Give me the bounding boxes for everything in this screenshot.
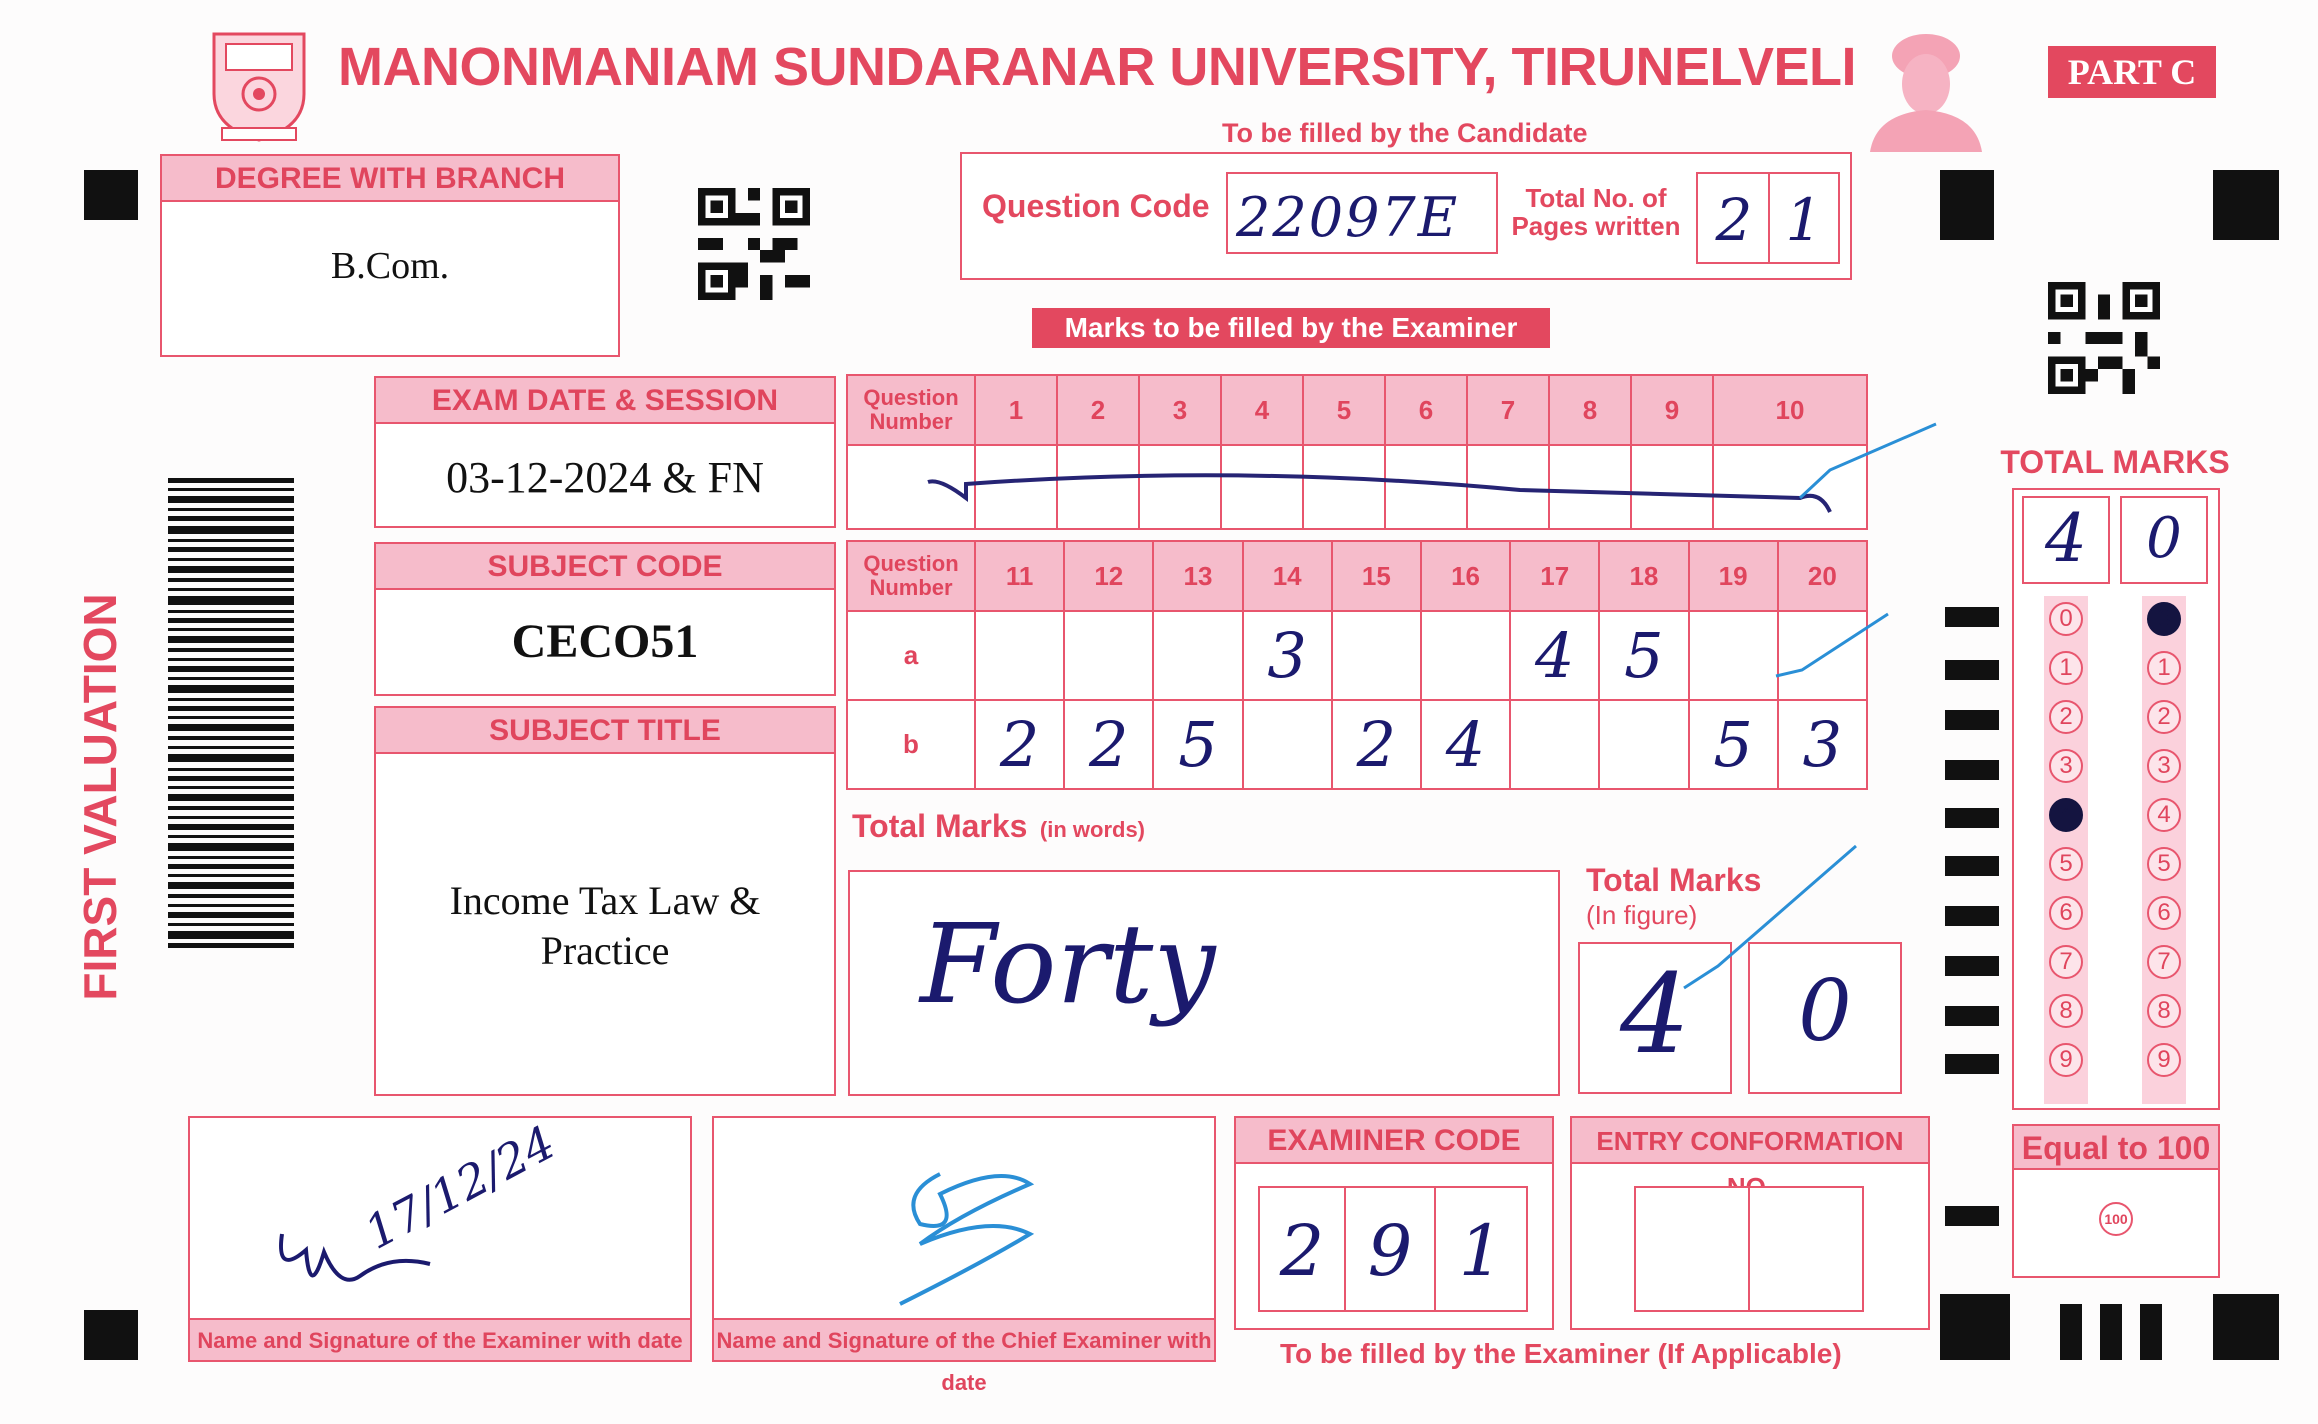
- question-code-label: Question Code: [982, 188, 1210, 224]
- tick-mark: [1772, 610, 1892, 680]
- question-number: 20: [1778, 541, 1867, 611]
- bubble-tens[interactable]: 3: [2049, 749, 2083, 783]
- bubble-tens[interactable]: 9: [2049, 1043, 2083, 1077]
- entry-confirmation-label: ENTRY CONFORMATION: [1572, 1118, 1928, 1164]
- marks-cell[interactable]: [1510, 700, 1599, 789]
- marks-cell[interactable]: 5: [1153, 700, 1242, 789]
- bubble-tens[interactable]: 0: [2049, 602, 2083, 636]
- subject-title-label: SUBJECT TITLE: [376, 708, 834, 754]
- marks-cell[interactable]: [1064, 611, 1153, 700]
- marks-cell[interactable]: 3: [1778, 700, 1867, 789]
- question-number-header: Question Number: [847, 375, 975, 445]
- exam-date-label: EXAM DATE & SESSION: [376, 378, 834, 424]
- examiner-code-digit: 9: [1367, 1210, 1413, 1292]
- total-words-value: Forty: [920, 900, 1216, 1028]
- bubble-units[interactable]: 7: [2147, 945, 2181, 979]
- question-number: 8: [1549, 375, 1631, 445]
- timing-mark: [1945, 710, 1999, 730]
- total-marks-digit: 0: [2146, 506, 2182, 571]
- marks-cell[interactable]: [1153, 611, 1242, 700]
- question-number: 6: [1385, 375, 1467, 445]
- bubble-units[interactable]: 4: [2147, 798, 2181, 832]
- bubble-units[interactable]: 1: [2147, 651, 2181, 685]
- row-label-b: b: [847, 700, 975, 789]
- examiner-banner: Marks to be filled by the Examiner: [1032, 308, 1550, 348]
- question-number: 13: [1153, 541, 1242, 611]
- chief-signature-caption: Name and Signature of the Chief Examiner with date: [714, 1318, 1214, 1360]
- timing-mark: [1945, 1054, 1999, 1074]
- timing-mark: [1945, 607, 1999, 627]
- registration-mark-bottom-right-1: [1940, 1294, 2010, 1360]
- chief-signature: [880, 1154, 1060, 1314]
- side-label: FIRST VALUATION: [74, 593, 126, 1001]
- timing-mark: [2060, 1304, 2082, 1360]
- total-figure-digit: 4: [1620, 950, 1690, 1078]
- qr-code: [698, 188, 810, 300]
- exam-date-value: 03-12-2024 & FN: [446, 453, 764, 502]
- question-number: 1: [975, 375, 1057, 445]
- marks-cell[interactable]: 4: [1421, 700, 1510, 789]
- registration-mark-top-right-2: [2213, 170, 2279, 240]
- bubble-units[interactable]: 3: [2147, 749, 2181, 783]
- timing-mark: [2100, 1304, 2122, 1360]
- question-number: 10: [1713, 375, 1867, 445]
- bubble-100[interactable]: 100: [2099, 1202, 2133, 1236]
- subject-title-value: Income Tax Law & Practice: [449, 878, 761, 973]
- registration-mark-top-left: [84, 170, 138, 220]
- pages-written-label: Total No. of Pages written: [1511, 183, 1681, 241]
- marks-cell[interactable]: 4: [1510, 611, 1599, 700]
- marks-cell[interactable]: 3: [1243, 611, 1332, 700]
- marks-cell[interactable]: 2: [975, 700, 1064, 789]
- entry-confirmation-divider: [1748, 1186, 1750, 1312]
- total-figure-title: Total Marks: [1586, 862, 1762, 898]
- bubble-units-filled[interactable]: 0: [2147, 602, 2181, 636]
- total-marks-title: TOTAL MARKS: [2000, 444, 2230, 480]
- question-number: 19: [1689, 541, 1778, 611]
- timing-mark: [1945, 1206, 1999, 1226]
- question-number: 2: [1057, 375, 1139, 445]
- marks-cell[interactable]: [975, 611, 1064, 700]
- founder-portrait: [1862, 22, 1990, 152]
- marks-cell[interactable]: 2: [1064, 700, 1153, 789]
- marks-cell[interactable]: [1421, 611, 1510, 700]
- question-number: 16: [1421, 541, 1510, 611]
- registration-mark-bottom-left: [84, 1310, 138, 1360]
- subject-code-label: SUBJECT CODE: [376, 544, 834, 590]
- question-number: 4: [1221, 375, 1303, 445]
- total-marks-digit: 4: [2045, 500, 2087, 577]
- total-figure-digit: 0: [1798, 962, 1852, 1060]
- candidate-note: To be filled by the Candidate: [1222, 118, 1588, 148]
- tick-mark: [1680, 842, 1860, 992]
- timing-mark: [1945, 856, 1999, 876]
- university-logo: [208, 28, 310, 144]
- pages-written-digit: 2: [1715, 186, 1753, 254]
- question-number: 17: [1510, 541, 1599, 611]
- part-badge: PART C: [2048, 46, 2216, 98]
- marks-cell[interactable]: [1689, 611, 1778, 700]
- timing-mark: [1945, 660, 1999, 680]
- timing-mark: [1945, 906, 1999, 926]
- marks-cell[interactable]: 5: [1689, 700, 1778, 789]
- university-title: MANONMANIAM SUNDARANAR UNIVERSITY, TIRUNELVELI: [338, 37, 1857, 97]
- bubble-tens-filled[interactable]: 4: [2049, 798, 2083, 832]
- bubble-units[interactable]: 5: [2147, 847, 2181, 881]
- row-label-a: a: [847, 611, 975, 700]
- marks-grid-bottom: [846, 540, 1868, 790]
- question-code-value: 22097E: [1236, 186, 1460, 249]
- bubble-units[interactable]: 6: [2147, 896, 2181, 930]
- total-figure-sub: (In figure): [1586, 900, 1698, 930]
- examiner-code-digit: 2: [1279, 1210, 1325, 1292]
- question-number: 12: [1064, 541, 1153, 611]
- equal-100-label: Equal to 100: [2014, 1126, 2218, 1170]
- registration-mark-bottom-right-2: [2213, 1294, 2279, 1360]
- question-number: 11: [975, 541, 1064, 611]
- bubble-units[interactable]: 8: [2147, 994, 2181, 1028]
- timing-mark: [1945, 956, 1999, 976]
- pages-written-digit: 1: [1785, 186, 1823, 254]
- strike-line: [920, 420, 1940, 530]
- degree-label: DEGREE WITH BRANCH: [162, 156, 618, 202]
- qr-code: [2048, 282, 2160, 394]
- question-number: 9: [1631, 375, 1713, 445]
- question-number-header: Question Number: [847, 541, 975, 611]
- marks-cell[interactable]: 5: [1599, 611, 1688, 700]
- marks-cell[interactable]: 2: [1332, 700, 1421, 789]
- bubble-tens[interactable]: 1: [2049, 651, 2083, 685]
- bubble-tens[interactable]: 2: [2049, 700, 2083, 734]
- total-words-label: [852, 808, 1145, 845]
- bubble-tens[interactable]: 8: [2049, 994, 2083, 1028]
- timing-mark: [1945, 808, 1999, 828]
- timing-mark: [1945, 760, 1999, 780]
- footer-note: To be filled by the Examiner (If Applicable): [1280, 1338, 1842, 1369]
- examiner-code-digit: 1: [1458, 1210, 1504, 1292]
- question-number: 3: [1139, 375, 1221, 445]
- marks-cell[interactable]: [1599, 700, 1688, 789]
- question-number: 5: [1303, 375, 1385, 445]
- total-words-sub: (in words): [1039, 817, 1146, 842]
- question-number: 15: [1332, 541, 1421, 611]
- examiner-signature-date: 17/12/24: [356, 1115, 564, 1260]
- question-number: 14: [1243, 541, 1332, 611]
- bubble-units[interactable]: 9: [2147, 1043, 2181, 1077]
- degree-value: B.Com.: [330, 245, 450, 287]
- timing-mark: [2140, 1304, 2162, 1360]
- marks-cell[interactable]: [1332, 611, 1421, 700]
- timing-mark: [1945, 1006, 1999, 1026]
- marks-cell[interactable]: [1243, 700, 1332, 789]
- bubble-tens[interactable]: 5: [2049, 847, 2083, 881]
- question-number: 18: [1599, 541, 1688, 611]
- bubble-tens[interactable]: 6: [2049, 896, 2083, 930]
- barcode: [168, 478, 294, 948]
- total-words-title: Total Marks: [852, 808, 1028, 844]
- examiner-signature-caption: Name and Signature of the Examiner with date: [190, 1318, 690, 1360]
- examiner-code-label: EXAMINER CODE: [1236, 1118, 1552, 1164]
- subject-code-value: CECO51: [511, 615, 699, 668]
- bubble-units[interactable]: 2: [2147, 700, 2181, 734]
- registration-mark-top-right-1: [1940, 170, 1994, 240]
- bubble-tens[interactable]: 7: [2049, 945, 2083, 979]
- question-number: 7: [1467, 375, 1549, 445]
